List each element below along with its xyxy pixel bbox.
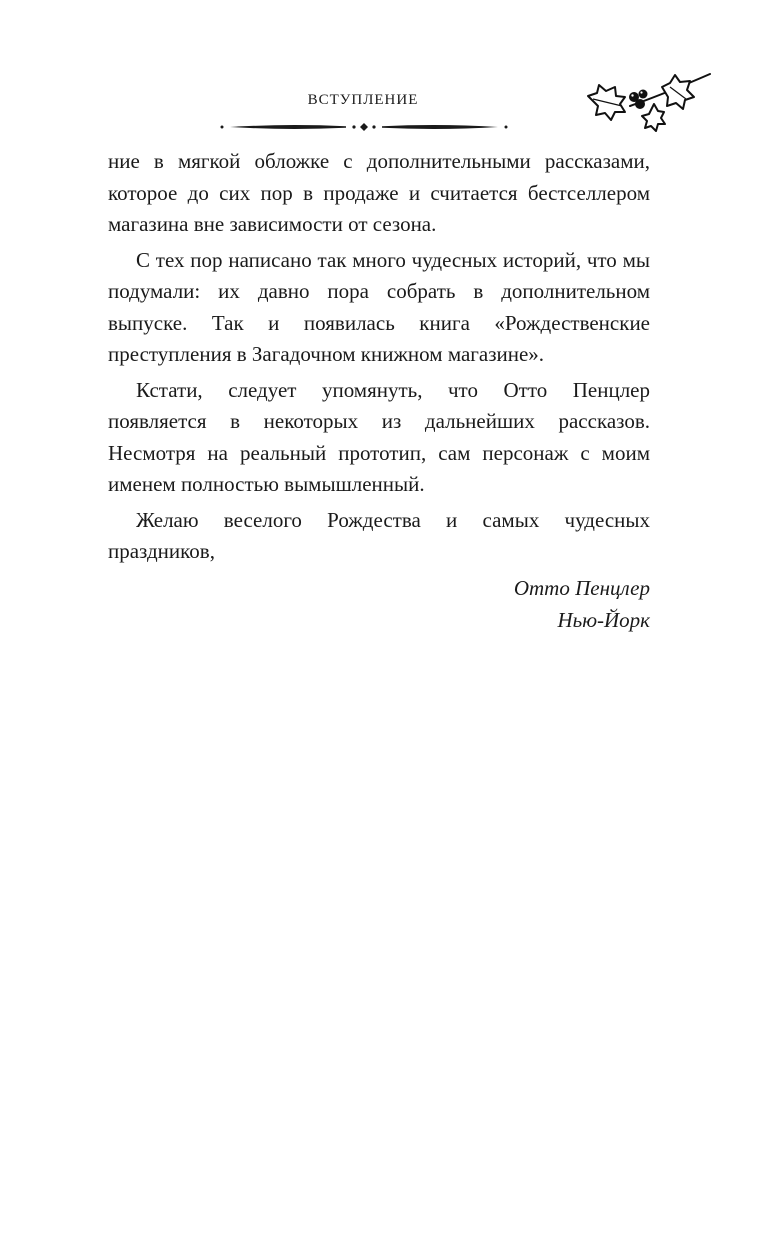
holly-icon bbox=[584, 66, 712, 132]
running-head-title: ВСТУПЛЕНИЕ bbox=[307, 92, 419, 108]
body-text bbox=[108, 146, 650, 636]
paragraph: ние в мягкой обложке с дополнительными рассказами, которое до сих пор в продаже и считается бестселлером магазина вне зависимости от сезона. bbox=[108, 149, 650, 236]
ornamental-rule-icon bbox=[218, 120, 510, 134]
paragraph: Желаю веселого Рождества и самых чудесных праздников, bbox=[108, 507, 650, 563]
signature-block bbox=[108, 572, 650, 636]
signature-place: Нью-Йорк bbox=[557, 607, 650, 632]
paragraph: Кстати, следует упомянуть, что Отто Пенцлер появляется в некоторых из дальнейших рассказов. Несмотря на реальный прототип, сам персонаж с моим именем полностью вымышленный. bbox=[108, 377, 650, 496]
signature-name: Отто Пенцлер bbox=[513, 575, 650, 600]
paragraph: С тех пор написано так много чудесных историй, что мы подумали: их давно пора собрать в дополнительном выпуске. Так и появилась книга «Рождественские преступления в Загадочном книжном магазине». bbox=[108, 247, 650, 366]
